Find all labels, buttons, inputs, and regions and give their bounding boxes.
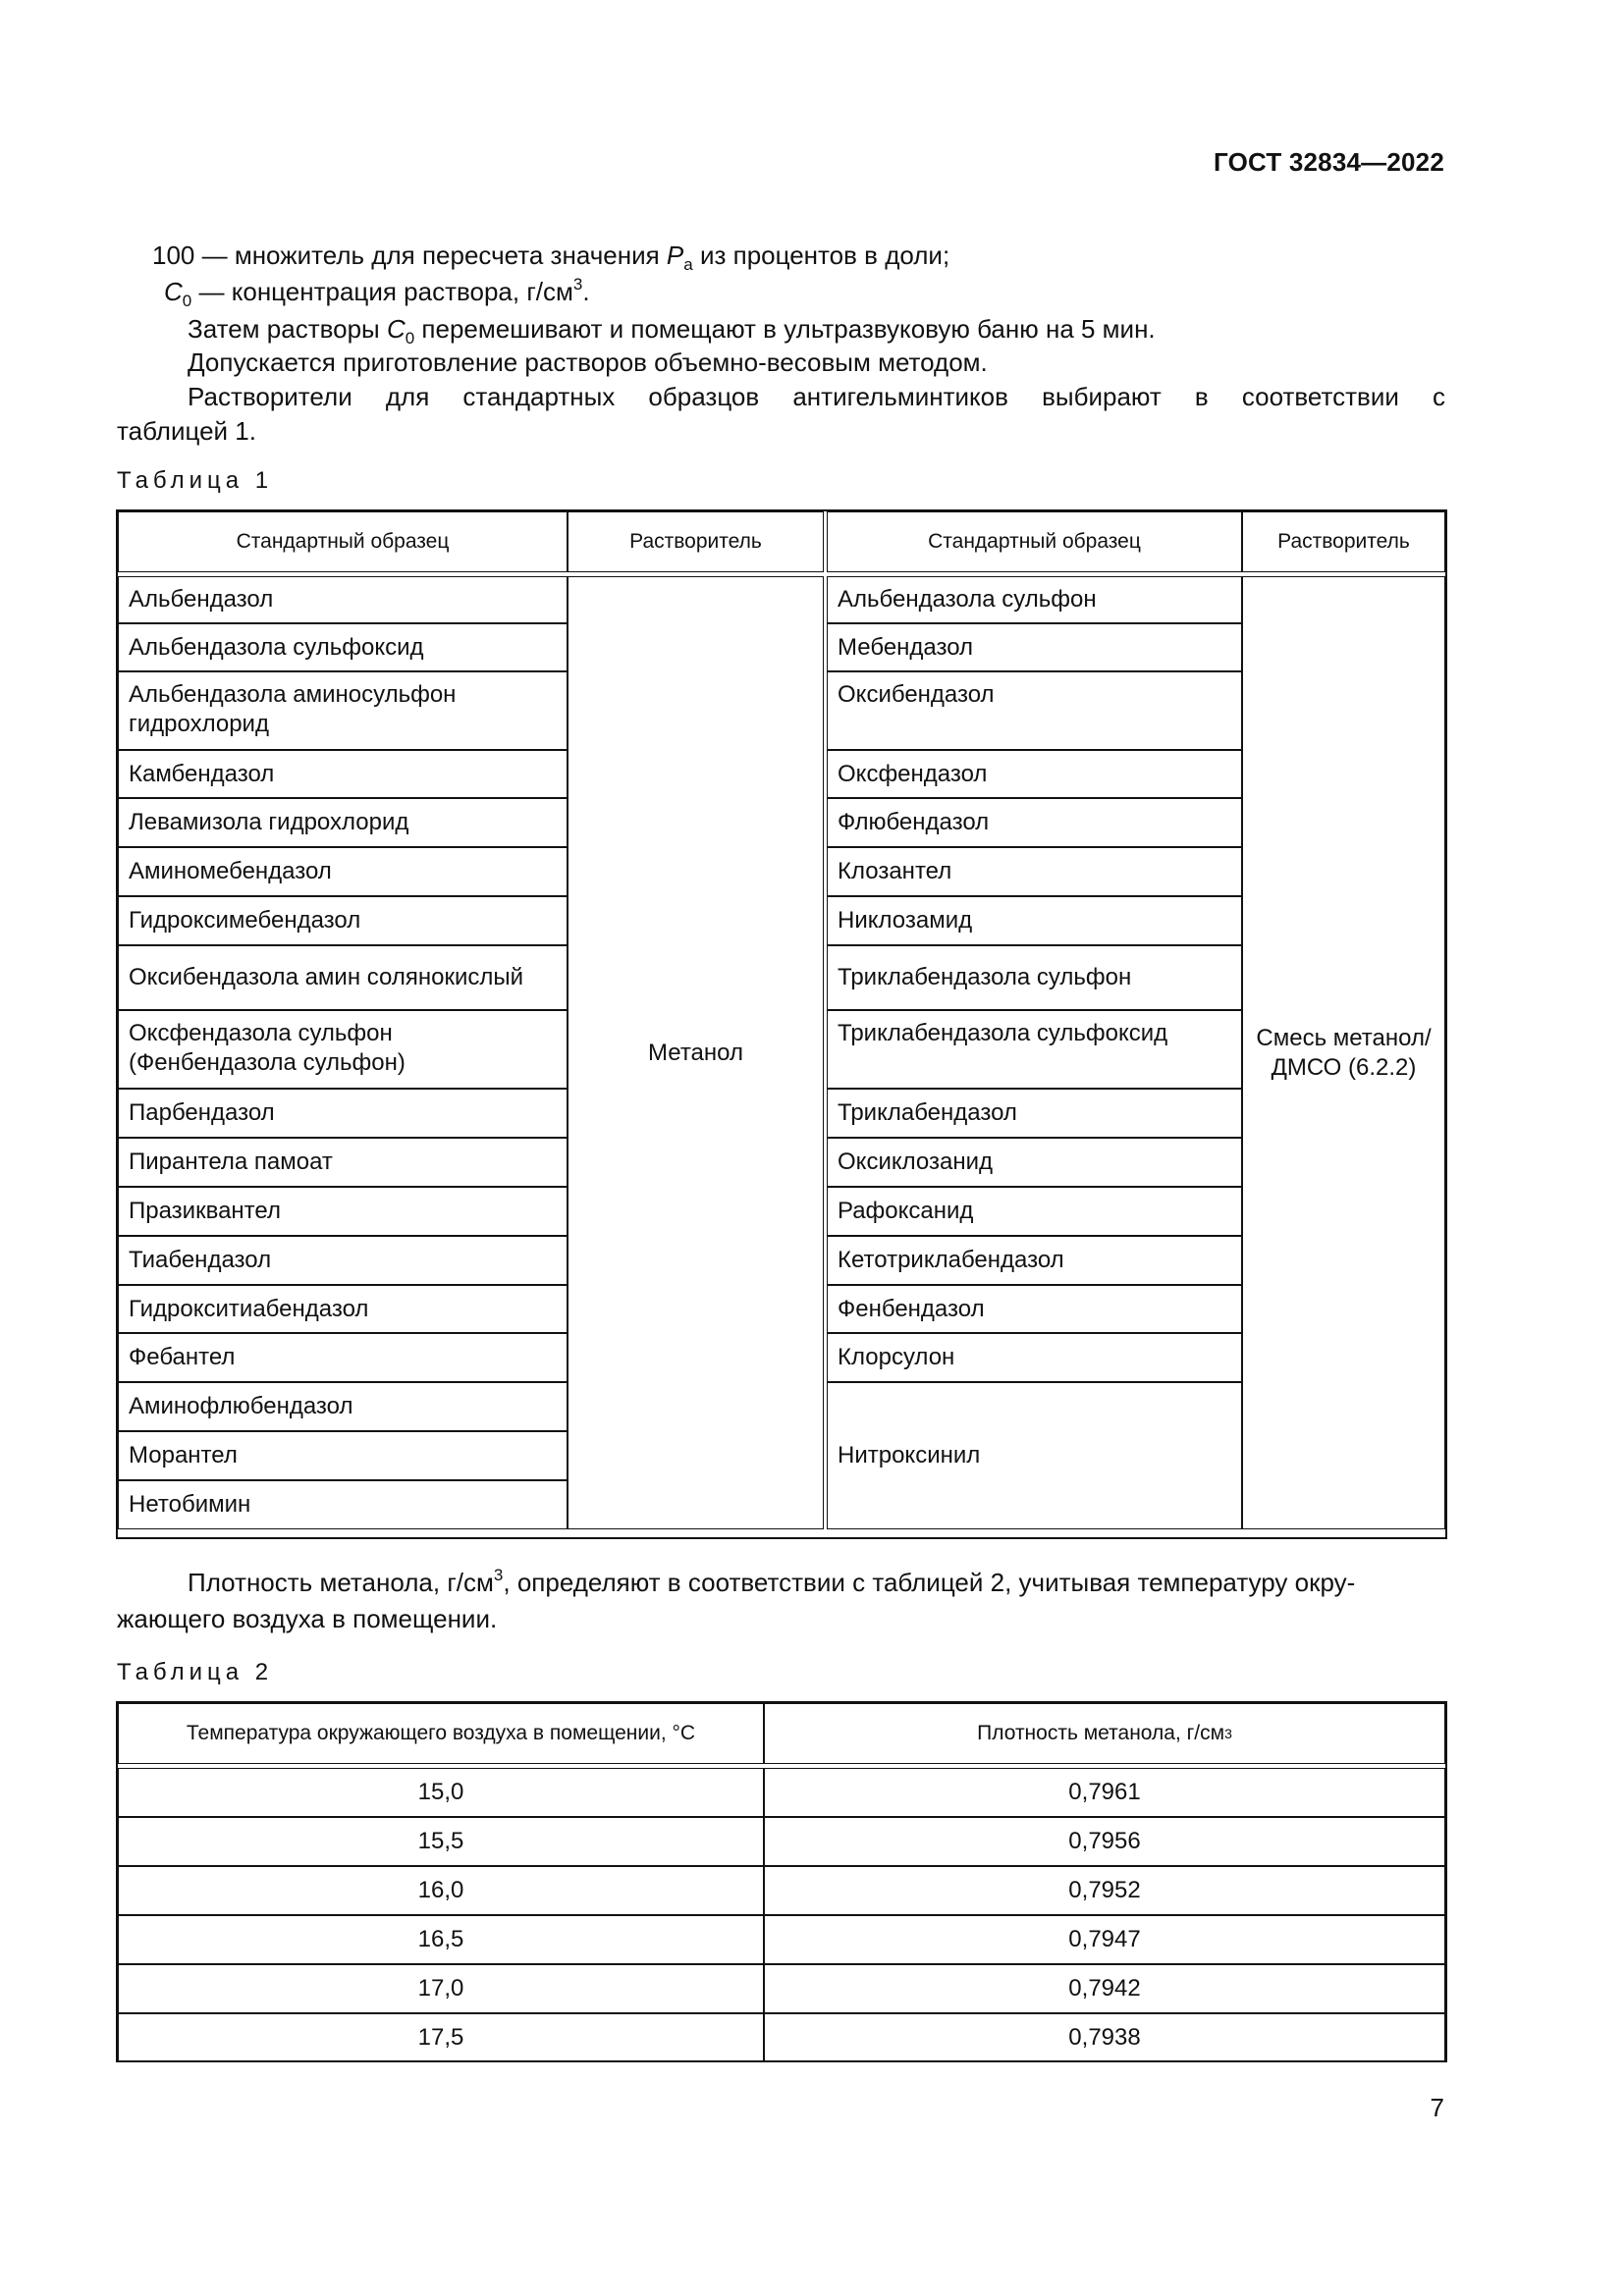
table2-header-density-text: Плотность метанола, г/см xyxy=(977,1722,1225,1744)
table2-density-cell xyxy=(764,1866,1445,1915)
paragraph-solvents: Растворители для стандартных образцов антигельминтиков выбирают в соответствии с xyxy=(188,382,1445,411)
table1-right-row-text: Оксиклозанид xyxy=(838,1148,993,1175)
table1-left-row xyxy=(118,847,568,896)
table1-right-row xyxy=(827,847,1242,896)
table2-density-cell-text: 0,7956 xyxy=(1068,1828,1141,1854)
table2-density-cell xyxy=(764,1817,1445,1866)
table1-left-row-text: Альбендазола аминосульфон гидрохлорид xyxy=(129,681,457,737)
table2-density-cell xyxy=(764,1915,1445,1964)
table1-right-solvent xyxy=(1242,576,1445,1529)
variable-p: P xyxy=(666,240,684,270)
table2-temperature-cell xyxy=(118,1866,764,1915)
table1-right-row-text: Фенбендазол xyxy=(838,1295,985,1322)
table2-header-temperature xyxy=(118,1703,764,1764)
table1-header-0 xyxy=(118,511,568,572)
table1-left-row xyxy=(118,1480,568,1529)
table1-left-row-text: Фебантел xyxy=(129,1344,236,1370)
table1-right-row xyxy=(827,1089,1242,1138)
table1-left-row xyxy=(118,1285,568,1333)
table1-right-row xyxy=(827,798,1242,847)
table2-density-cell-text: 0,7947 xyxy=(1068,1926,1141,1952)
table1-left-row xyxy=(118,671,568,750)
table1-left-row xyxy=(118,623,568,671)
table1-header-3 xyxy=(1242,511,1445,572)
table1-left-row-text: Гидрокситиабендазол xyxy=(129,1295,369,1322)
text-fragment: перемешивают и помещают в ультразвуковую баню на 5 мин. xyxy=(414,314,1156,344)
table1-right-row-text: Оксибендазол xyxy=(838,681,995,708)
paragraph-multiplier xyxy=(152,239,949,272)
table1-left-row-text: Пирантела памоат xyxy=(129,1148,333,1175)
table1-header-2 xyxy=(827,511,1242,572)
table1-left-row-text: Парбендазол xyxy=(129,1099,275,1126)
text-fragment: из процентов в доли; xyxy=(692,240,950,270)
superscript: 3 xyxy=(572,275,583,294)
paragraph-concentration xyxy=(164,275,590,308)
table1-left-row xyxy=(118,896,568,945)
table1-right-row-text: Оксфендазол xyxy=(838,760,988,787)
table1-left-row xyxy=(118,1010,568,1089)
table1-right-row-text: Клозантел xyxy=(838,858,952,884)
table1-left-row xyxy=(118,1187,568,1236)
paragraph-density xyxy=(188,1566,1355,1599)
table1-left-row-text: Нетобимин xyxy=(129,1491,251,1518)
table2-density-cell xyxy=(764,1768,1445,1817)
table1-left-row xyxy=(118,1236,568,1285)
table2-caption: Таблица 2 xyxy=(117,1659,274,1685)
page-number: 7 xyxy=(1430,2093,1444,2122)
table2-density-cell xyxy=(764,1964,1445,2013)
table1-right-row xyxy=(827,1382,1242,1529)
text-fragment: 100 — множитель для пересчета значения xyxy=(152,240,667,270)
table-solvents xyxy=(116,509,1447,1539)
table1-left-row-text: Оксфендазола сульфон (Фенбендазола сульфон) xyxy=(129,1020,406,1076)
table2-temperature-cell xyxy=(118,1964,764,2013)
table2-density-cell-text: 0,7961 xyxy=(1068,1779,1141,1805)
table2-density-cell xyxy=(764,2013,1445,2062)
subscript: 0 xyxy=(182,292,192,310)
variable-c: C xyxy=(386,314,406,344)
text-fragment: Плотность метанола, г/см xyxy=(188,1568,494,1597)
table1-right-row xyxy=(827,576,1242,623)
text-fragment: — концентрация раствора, г/см xyxy=(191,277,573,306)
table1-right-row-text: Триклабендазола сульфоксид xyxy=(838,1020,1168,1046)
table2-temperature-cell-text: 15,5 xyxy=(417,1828,464,1854)
table1-left-row-text: Тиабендазол xyxy=(129,1247,272,1273)
table1-left-row xyxy=(118,798,568,847)
table1-right-solvent-text: Смесь метанол/ ДМСО (6.2.2) xyxy=(1256,1024,1432,1081)
table1-right-row xyxy=(827,1010,1242,1089)
table1-right-row-text: Триклабендазола сульфон xyxy=(838,964,1132,990)
table1-left-row-text: Гидроксимебендазол xyxy=(129,907,361,934)
table1-left-row-text: Аминомебендазол xyxy=(129,858,332,884)
subscript: a xyxy=(683,255,693,274)
table2-temperature-cell-text: 16,0 xyxy=(417,1877,464,1903)
table1-header-2-text: Стандартный образец xyxy=(928,530,1141,553)
paragraph-density-cont: жающего воздуха в помещении. xyxy=(117,1604,498,1633)
table1-left-row xyxy=(118,576,568,623)
table1-right-row-text: Триклабендазол xyxy=(838,1099,1017,1126)
table1-right-row-text: Нитроксинил xyxy=(838,1442,981,1468)
table1-left-solvent xyxy=(568,576,824,1529)
table2-density-cell-text: 0,7938 xyxy=(1068,2024,1141,2051)
table1-header-1-text: Растворитель xyxy=(629,530,762,553)
table1-right-row xyxy=(827,750,1242,798)
table2-temperature-cell xyxy=(118,1915,764,1964)
table1-right-row-text: Клорсулон xyxy=(838,1344,955,1370)
table1-left-row xyxy=(118,1382,568,1431)
table1-right-row xyxy=(827,1187,1242,1236)
variable-c: C xyxy=(164,277,183,306)
table2-density-cell-text: 0,7942 xyxy=(1068,1975,1141,2002)
table1-caption: Таблица 1 xyxy=(117,467,274,494)
table2-temperature-cell-text: 15,0 xyxy=(417,1779,464,1805)
table2-header-density: Плотность метанола, г/см 3 xyxy=(764,1703,1445,1764)
table1-right-row-text: Кетотриклабендазол xyxy=(838,1247,1064,1273)
table1-right-row xyxy=(827,1236,1242,1285)
table2-temperature-cell xyxy=(118,2013,764,2062)
table1-right-row xyxy=(827,671,1242,750)
table2-density-cell-text: 0,7952 xyxy=(1068,1877,1141,1903)
text-fragment: Затем растворы xyxy=(188,314,387,344)
table2-temperature-cell-text: 17,0 xyxy=(417,1975,464,2002)
table1-left-row xyxy=(118,1333,568,1382)
table2-temperature-cell xyxy=(118,1768,764,1817)
table2-header-temperature-text: Температура окружающего воздуха в помещении, °С xyxy=(186,1722,696,1744)
table1-left-row-text: Альбендазола сульфоксид xyxy=(129,633,424,661)
table1-right-row-text: Никлозамид xyxy=(838,907,973,934)
table1-right-row xyxy=(827,623,1242,671)
table1-left-row xyxy=(118,1089,568,1138)
table1-right-row-text: Рафоксанид xyxy=(838,1198,974,1224)
table1-right-row-text: Альбендазола сульфон xyxy=(838,586,1097,613)
paragraph-solvents-cont: таблицей 1. xyxy=(117,416,256,446)
paragraph-volume-weight: Допускается приготовление растворов объемно-весовым методом. xyxy=(188,347,988,377)
document-standard-header: ГОСТ 32834—2022 xyxy=(1214,147,1444,177)
table1-header-1 xyxy=(568,511,824,572)
table1-header-0-text: Стандартный образец xyxy=(236,530,450,553)
table1-left-row-text: Аминофлюбендазол xyxy=(129,1393,353,1419)
table1-left-row-text: Камбендазол xyxy=(129,760,275,787)
table2-temperature-cell-text: 16,5 xyxy=(417,1926,464,1952)
table2-temperature-cell xyxy=(118,1817,764,1866)
table1-left-row-text: Празиквантел xyxy=(129,1198,281,1224)
paragraph-mixing xyxy=(188,312,1156,346)
table-methanol-density xyxy=(116,1701,1447,2062)
table1-left-row xyxy=(118,1431,568,1480)
table1-right-row xyxy=(827,1333,1242,1382)
text-fragment: . xyxy=(582,277,590,306)
table2-temperature-cell-text: 17,5 xyxy=(417,2024,464,2051)
table1-right-row-text: Флюбендазол xyxy=(838,809,990,835)
table1-right-row xyxy=(827,896,1242,945)
table1-left-solvent-text: Метанол xyxy=(648,1039,743,1066)
table1-left-row-text: Альбендазол xyxy=(129,586,274,613)
table1-left-row-text: Левамизола гидрохлорид xyxy=(129,809,409,835)
superscript: 3 xyxy=(493,1566,504,1584)
table1-left-row-text: Морантел xyxy=(129,1442,238,1468)
table1-left-row xyxy=(118,945,568,1010)
table1-left-row xyxy=(118,750,568,798)
table1-right-row-text: Мебендазол xyxy=(838,633,974,661)
table1-left-row-text: Оксибендазола амин солянокислый xyxy=(129,964,524,990)
table1-left-row xyxy=(118,1138,568,1187)
table1-right-row xyxy=(827,1138,1242,1187)
subscript: 0 xyxy=(405,329,415,347)
table1-right-row xyxy=(827,1285,1242,1333)
table1-right-row xyxy=(827,945,1242,1010)
table1-header-3-text: Растворитель xyxy=(1277,530,1410,553)
text-fragment: , определяют в соответствии с таблицей 2, учитывая температуру окру- xyxy=(503,1568,1356,1597)
